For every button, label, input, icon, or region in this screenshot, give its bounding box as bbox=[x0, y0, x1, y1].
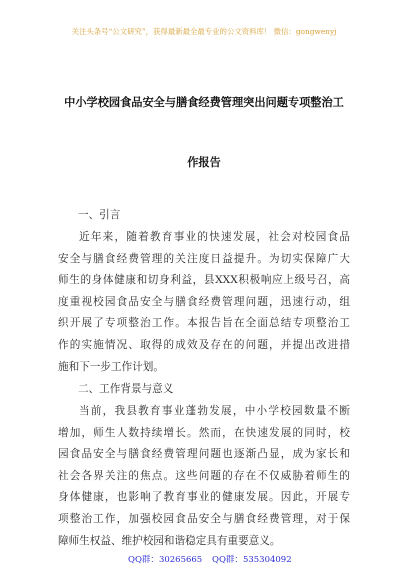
section-heading-intro: 一、引言 bbox=[78, 209, 121, 221]
paragraph-line: 身体健康，也影响了教育事业的健康发展。因此，开展专 bbox=[58, 491, 350, 504]
section-background-body bbox=[58, 401, 350, 552]
paragraph-line: 项整治工作，加强校园食品安全与膳食经费管理，对于保 bbox=[58, 512, 350, 525]
footer-qq-group-1 bbox=[128, 553, 202, 565]
footer-qq-group-2 bbox=[212, 553, 292, 565]
document-title-line-1: 中小学校园食品安全与膳食经费管理突出问题专项整治工 bbox=[64, 95, 344, 109]
footer-qq-number: 535304092 bbox=[242, 555, 292, 565]
paragraph-line: 安全与膳食经费管理的关注度日益提升。为切实保障广大 bbox=[58, 252, 350, 265]
paragraph-line: 织开展了专项整治工作。本报告旨在全面总结专项整治工 bbox=[58, 317, 350, 330]
paragraph-line: 度重视校园食品安全与膳食经费管理问题，迅速行动，组 bbox=[58, 295, 350, 308]
footer-qq-label: QQ群： bbox=[128, 555, 159, 565]
header-banner: 关注头条号“公文研究”，获得最新最全最专业的公文资料库！ 微信：gongwenyj bbox=[71, 27, 337, 36]
paragraph-line: 近年来，随着教育事业的快速发展，社会对校园食品 bbox=[79, 231, 350, 243]
paragraph-line: 障师生权益、维护校园和谐稳定具有重要意义。 bbox=[58, 534, 281, 547]
footer-qq-number: 30265665 bbox=[158, 555, 203, 565]
paragraph-line: 社会各界关注的焦点。这些问题的存在不仅威胁着师生的 bbox=[58, 469, 350, 482]
document-title-line-2: 作报告 bbox=[187, 155, 221, 169]
paragraph-line: 师生的身体健康和切身利益，县XXX积极响应上级号召，高 bbox=[58, 274, 350, 287]
paragraph-line: 当前，我县教育事业蓬勃发展，中小学校园数量不断 bbox=[79, 405, 350, 417]
paragraph-line: 园食品安全与膳食经费管理问题也逐渐凸显，成为家长和 bbox=[58, 448, 350, 461]
footer-qq-label: QQ群： bbox=[212, 555, 243, 565]
section-heading-background: 二、工作背景与意义 bbox=[78, 383, 174, 395]
paragraph-line: 作的实施情况、取得的成效及存在的问题，并提出改进措 bbox=[58, 338, 350, 351]
paragraph-line: 增加，师生人数持续增长。然而，在快速发展的同时，校 bbox=[58, 426, 350, 439]
section-intro-body bbox=[58, 227, 350, 378]
paragraph-line: 施和下一步工作计划。 bbox=[58, 360, 164, 373]
